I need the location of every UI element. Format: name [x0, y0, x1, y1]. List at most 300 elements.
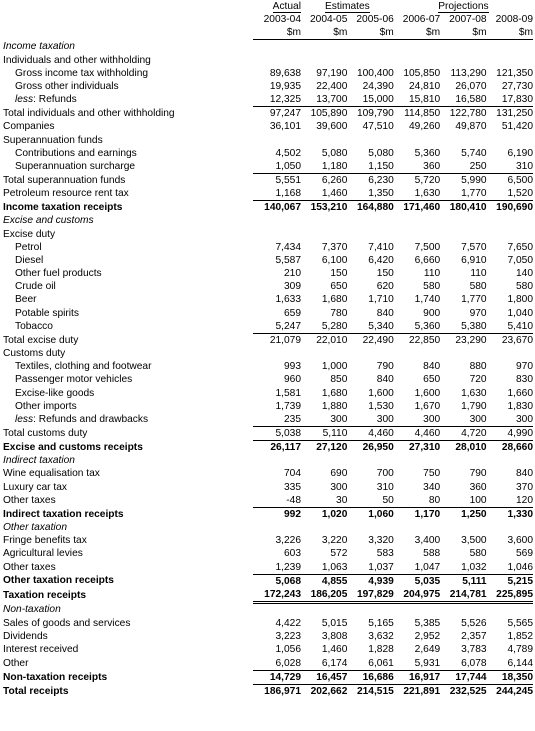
row-label-text: Total receipts: [3, 685, 69, 697]
value-cell: 186,205: [301, 588, 347, 603]
table-row: [2, 521, 533, 534]
row-label: [2, 228, 253, 241]
table-row: [2, 400, 533, 413]
value-cell: 180,410: [440, 201, 486, 215]
value-cell: 4,789: [507, 644, 533, 656]
value-cell: 6,061: [368, 657, 394, 669]
value-cell: [301, 347, 347, 360]
row-label: [2, 481, 253, 494]
row-label-text: Luxury car tax: [3, 481, 67, 493]
value-cell: 244,245: [487, 684, 533, 698]
value-cell: [253, 228, 301, 241]
row-label-text: Wine equalisation tax: [3, 468, 100, 480]
value-cell: 1,852: [507, 631, 533, 643]
estimates-heading: Estimates: [325, 1, 370, 12]
value-cell: 140: [516, 268, 533, 280]
row-label-text: Total individuals and other withholding: [3, 107, 175, 119]
row-label: [2, 187, 253, 201]
value-cell: 49,260: [409, 121, 441, 133]
row-label: [2, 467, 253, 480]
value-cell: 5,385: [414, 618, 441, 630]
year-heading: 2003-04: [263, 14, 301, 26]
value-cell: 5,215: [487, 574, 533, 588]
table-row: [2, 134, 533, 147]
value-cell: 720: [469, 374, 487, 386]
value-cell: 27,730: [501, 80, 533, 92]
value-cell: 6,190: [507, 147, 533, 159]
value-cell: 1,040: [507, 307, 533, 319]
value-cell: 300: [469, 413, 487, 425]
value-cell: [301, 134, 347, 147]
table-row: [2, 617, 533, 630]
row-label-text: Contributions and earnings: [15, 147, 137, 159]
value-cell: 1,880: [321, 400, 348, 412]
row-label: [2, 413, 253, 427]
value-cell: 580: [469, 548, 487, 560]
value-cell: 5,565: [507, 618, 533, 630]
table-row: [2, 254, 533, 267]
less-prefix: less: [15, 94, 34, 106]
value-cell: 1,581: [275, 387, 301, 399]
table-row: [2, 187, 533, 201]
value-cell: [253, 454, 301, 467]
value-cell: 105,890: [301, 107, 347, 121]
actual-heading: Actual: [272, 1, 301, 12]
value-cell: 1,633: [275, 294, 301, 306]
value-cell: 7,500: [414, 241, 441, 253]
row-label: [2, 307, 253, 320]
row-label: [2, 574, 253, 588]
table-row: [2, 574, 533, 588]
value-cell: 1,250: [440, 507, 486, 521]
value-cell: 26,070: [455, 80, 487, 92]
row-label: [2, 603, 253, 618]
row-label-text: Other taxation: [3, 522, 67, 534]
row-label-text: Tobacco: [15, 320, 53, 332]
value-cell: 993: [284, 361, 301, 373]
row-label: [2, 617, 253, 630]
less-prefix: less: [15, 414, 34, 426]
table-row: [2, 373, 533, 386]
table-row: [2, 67, 533, 80]
value-cell: 5,340: [368, 320, 394, 332]
row-label: [2, 521, 253, 534]
value-cell: [394, 603, 440, 618]
row-label-text: Non-taxation receipts: [3, 671, 108, 683]
row-label: [2, 454, 253, 467]
table-row: [2, 481, 533, 494]
value-cell: 4,502: [275, 147, 301, 159]
row-label: [2, 40, 253, 54]
row-label: [2, 174, 253, 188]
value-cell: [440, 603, 486, 618]
value-cell: 309: [284, 281, 301, 293]
value-cell: 830: [516, 374, 533, 386]
value-cell: 580: [469, 281, 487, 293]
header-group-row: [2, 0, 533, 13]
row-label: [2, 254, 253, 267]
value-cell: 1,790: [461, 400, 487, 412]
value-cell: 19,935: [269, 80, 301, 92]
value-cell: 16,457: [301, 670, 347, 684]
value-cell: 24,390: [362, 80, 394, 92]
table-row: [2, 603, 533, 618]
row-label-text: Gross other individuals: [15, 80, 119, 92]
value-cell: 1,037: [368, 561, 394, 573]
table-row: [2, 54, 533, 67]
value-cell: [301, 54, 347, 67]
value-cell: 588: [423, 548, 441, 560]
row-label-text: Indirect taxation: [3, 455, 75, 467]
row-label-text: Crude oil: [15, 281, 56, 293]
table-row: [2, 657, 533, 671]
row-label-text: Excise and customs: [3, 215, 94, 227]
row-label-text: Total superannuation funds: [3, 174, 126, 186]
unit-heading: $m: [301, 26, 347, 40]
value-cell: 23,290: [440, 333, 486, 347]
row-label: [2, 494, 253, 508]
value-cell: 5,720: [394, 174, 440, 188]
value-cell: [301, 214, 347, 227]
value-cell: 690: [330, 468, 348, 480]
row-label: [2, 547, 253, 560]
value-cell: 5,280: [321, 320, 348, 332]
value-cell: 214,781: [440, 588, 486, 603]
value-cell: 164,880: [347, 201, 393, 215]
row-label: [2, 684, 253, 698]
value-cell: 3,500: [461, 535, 487, 547]
value-cell: 5,165: [368, 618, 394, 630]
value-cell: 880: [469, 361, 487, 373]
unit-heading: $m: [253, 26, 301, 40]
value-cell: 5,526: [461, 618, 487, 630]
value-cell: [487, 54, 533, 67]
value-cell: [253, 40, 301, 54]
value-cell: 2,649: [414, 644, 441, 656]
row-label-text: Dividends: [3, 631, 48, 643]
value-cell: 3,783: [461, 644, 487, 656]
value-cell: 4,990: [487, 426, 533, 440]
value-cell: 105,850: [403, 67, 441, 79]
value-cell: 89,638: [269, 67, 301, 79]
value-cell: [301, 40, 347, 54]
row-label: [2, 120, 253, 133]
value-cell: 232,525: [440, 684, 486, 698]
projections-heading: Projections: [438, 1, 489, 12]
value-cell: [487, 134, 533, 147]
value-cell: 1,680: [321, 387, 348, 399]
value-cell: 80: [428, 494, 441, 506]
row-label-text: Taxation receipts: [3, 589, 87, 601]
table-row: [2, 333, 533, 347]
value-cell: 3,226: [275, 535, 301, 547]
row-label-text: Companies: [3, 121, 55, 133]
table-row: [2, 293, 533, 306]
year-heading: 2006-07: [402, 14, 441, 26]
value-cell: 1,046: [507, 561, 533, 573]
value-cell: 5,110: [301, 426, 347, 440]
row-label-text: Agricultural levies: [3, 548, 83, 560]
value-cell: 5,360: [414, 320, 441, 332]
row-label-text: Other: [3, 657, 29, 669]
value-cell: 121,350: [496, 67, 533, 79]
table-row: [2, 93, 533, 107]
value-cell: 5,551: [253, 174, 301, 188]
value-cell: 4,720: [440, 426, 486, 440]
table-row: [2, 147, 533, 160]
table-row: [2, 267, 533, 280]
table-row: [2, 507, 533, 521]
value-cell: 1,680: [321, 294, 348, 306]
table-row: [2, 441, 533, 455]
value-cell: [487, 228, 533, 241]
value-cell: 5,015: [321, 618, 348, 630]
value-cell: 22,490: [347, 333, 393, 347]
value-cell: [440, 214, 486, 227]
row-label: [2, 214, 253, 227]
row-label-text: Other taxation receipts: [3, 575, 114, 587]
value-cell: 5,111: [440, 574, 486, 588]
value-cell: 6,144: [507, 657, 533, 669]
value-cell: 100,400: [356, 67, 394, 79]
value-cell: [253, 521, 301, 534]
row-label: [2, 630, 253, 643]
value-cell: [394, 347, 440, 360]
value-cell: 26,117: [253, 441, 301, 455]
row-label: [2, 160, 253, 174]
row-label-text: Textiles, clothing and footwear: [15, 361, 152, 373]
value-cell: [440, 228, 486, 241]
value-cell: 50: [382, 494, 394, 506]
row-label-text: : Refunds: [33, 94, 77, 106]
value-cell: 310: [376, 481, 394, 493]
header-units-row: [2, 26, 533, 40]
value-cell: 171,460: [394, 201, 440, 215]
value-cell: 1,740: [414, 294, 441, 306]
value-cell: 300: [330, 481, 348, 493]
unit-heading: $m: [487, 26, 533, 40]
value-cell: 36,101: [269, 121, 301, 133]
value-cell: 840: [376, 307, 394, 319]
value-cell: 1,150: [368, 160, 394, 172]
row-label: [2, 241, 253, 254]
value-cell: 4,855: [301, 574, 347, 588]
value-cell: [487, 603, 533, 618]
table-row: [2, 588, 533, 603]
row-label-text: Income taxation receipts: [3, 202, 123, 214]
value-cell: 235: [284, 413, 301, 425]
value-cell: 51,420: [501, 121, 533, 133]
value-cell: 110: [470, 268, 487, 280]
table-row: [2, 320, 533, 334]
value-cell: [394, 521, 440, 534]
value-cell: 650: [423, 374, 441, 386]
row-label-text: Superannuation surcharge: [15, 161, 136, 173]
row-label: [2, 80, 253, 93]
header-years-row: [2, 13, 533, 26]
value-cell: [347, 603, 393, 618]
value-cell: 5,080: [321, 147, 348, 159]
row-label: [2, 657, 253, 671]
table-row: [2, 241, 533, 254]
table-row: [2, 561, 533, 575]
value-cell: 1,330: [487, 507, 533, 521]
table-row: [2, 280, 533, 293]
row-label: [2, 201, 253, 215]
value-cell: 114,850: [394, 107, 440, 121]
value-cell: 650: [330, 281, 348, 293]
value-cell: [394, 454, 440, 467]
value-cell: [487, 454, 533, 467]
row-label-text: Excise duty: [3, 228, 56, 240]
value-cell: 1,056: [275, 644, 301, 656]
table-row: [2, 547, 533, 560]
table-row: [2, 413, 533, 427]
value-cell: 840: [376, 374, 394, 386]
table-row: [2, 670, 533, 684]
value-cell: 335: [284, 481, 301, 493]
value-cell: 16,917: [394, 670, 440, 684]
value-cell: 16,580: [455, 94, 487, 106]
row-label: [2, 426, 253, 440]
value-cell: 186,971: [253, 684, 301, 698]
value-cell: 4,939: [347, 574, 393, 588]
value-cell: 15,000: [362, 94, 394, 106]
value-cell: 122,780: [440, 107, 486, 121]
value-cell: 1,670: [414, 400, 441, 412]
value-cell: 150: [330, 268, 348, 280]
value-cell: 5,740: [461, 147, 487, 159]
value-cell: 750: [423, 468, 441, 480]
value-cell: 3,320: [368, 535, 394, 547]
table-row: [2, 360, 533, 373]
value-cell: 5,587: [275, 254, 301, 266]
value-cell: 5,380: [461, 320, 487, 332]
row-label: [2, 54, 253, 67]
value-cell: 1,047: [414, 561, 441, 573]
value-cell: 7,410: [368, 241, 394, 253]
value-cell: 190,690: [487, 201, 533, 215]
row-label: [2, 147, 253, 160]
row-label-text: Superannuation funds: [3, 134, 103, 146]
value-cell: 6,174: [321, 657, 348, 669]
value-cell: 704: [284, 468, 301, 480]
value-cell: [347, 214, 393, 227]
value-cell: 24,810: [409, 80, 441, 92]
value-cell: 780: [330, 307, 348, 319]
value-cell: 970: [516, 361, 533, 373]
value-cell: 620: [376, 281, 394, 293]
table-row: [2, 630, 533, 643]
value-cell: 1,520: [507, 188, 533, 200]
value-cell: 1,063: [321, 561, 348, 573]
value-cell: 1,170: [394, 507, 440, 521]
value-cell: 5,360: [414, 147, 441, 159]
value-cell: 790: [469, 468, 487, 480]
value-cell: 970: [469, 307, 487, 319]
row-label-text: Other taxes: [3, 495, 56, 507]
value-cell: [347, 134, 393, 147]
value-cell: 14,729: [253, 670, 301, 684]
value-cell: 97,190: [316, 67, 348, 79]
row-label-text: Petroleum resource rent tax: [3, 188, 129, 200]
table-row: [2, 643, 533, 656]
row-label-text: Sales of goods and services: [3, 618, 131, 630]
value-cell: 39,600: [316, 121, 348, 133]
year-heading: 2007-08: [449, 14, 487, 26]
row-label-text: Income taxation: [3, 41, 75, 53]
value-cell: 7,370: [321, 241, 348, 253]
value-cell: 850: [330, 374, 348, 386]
value-cell: [440, 347, 486, 360]
value-cell: 1,239: [275, 561, 301, 573]
value-cell: 5,068: [253, 574, 301, 588]
row-label-text: : Refunds and drawbacks: [33, 414, 149, 426]
value-cell: 1,020: [301, 507, 347, 521]
row-label-text: Total excise duty: [3, 334, 79, 346]
value-cell: 6,420: [368, 254, 394, 266]
value-cell: 840: [516, 468, 533, 480]
table-row: [2, 174, 533, 188]
row-label-text: Passenger motor vehicles: [15, 374, 133, 386]
row-label: [2, 333, 253, 347]
value-cell: 120: [516, 494, 533, 506]
value-cell: [487, 40, 533, 54]
value-cell: 27,120: [301, 441, 347, 455]
table-row: [2, 160, 533, 174]
value-cell: 3,632: [368, 631, 394, 643]
row-label: [2, 280, 253, 293]
value-cell: 49,870: [455, 121, 487, 133]
value-cell: [394, 54, 440, 67]
value-cell: [347, 454, 393, 467]
row-label: [2, 267, 253, 280]
value-cell: 310: [516, 160, 533, 172]
value-cell: 6,660: [414, 254, 441, 266]
value-cell: [487, 214, 533, 227]
value-cell: 110: [423, 268, 441, 280]
row-label-text: Petrol: [15, 241, 42, 253]
value-cell: 360: [423, 160, 441, 172]
value-cell: [253, 214, 301, 227]
value-cell: 370: [516, 481, 533, 493]
value-cell: 3,400: [414, 535, 441, 547]
table-row: [2, 534, 533, 547]
value-cell: 700: [376, 468, 394, 480]
row-label: [2, 588, 253, 603]
year-heading: 2004-05: [310, 14, 348, 26]
value-cell: [347, 54, 393, 67]
value-cell: 340: [423, 481, 441, 493]
row-label: [2, 561, 253, 575]
value-cell: 1,770: [461, 294, 487, 306]
value-cell: [394, 134, 440, 147]
value-cell: [394, 214, 440, 227]
value-cell: 221,891: [394, 684, 440, 698]
value-cell: 580: [423, 281, 441, 293]
value-cell: 13,700: [316, 94, 348, 106]
value-cell: [347, 347, 393, 360]
value-cell: 1,050: [275, 160, 301, 172]
value-cell: 7,650: [507, 241, 533, 253]
value-cell: 6,260: [301, 174, 347, 188]
value-cell: 27,310: [394, 441, 440, 455]
value-cell: [440, 134, 486, 147]
value-cell: 97,247: [253, 107, 301, 121]
row-label-text: Excise and customs receipts: [3, 441, 143, 453]
value-cell: 17,830: [501, 94, 533, 106]
value-cell: 172,243: [253, 588, 301, 603]
